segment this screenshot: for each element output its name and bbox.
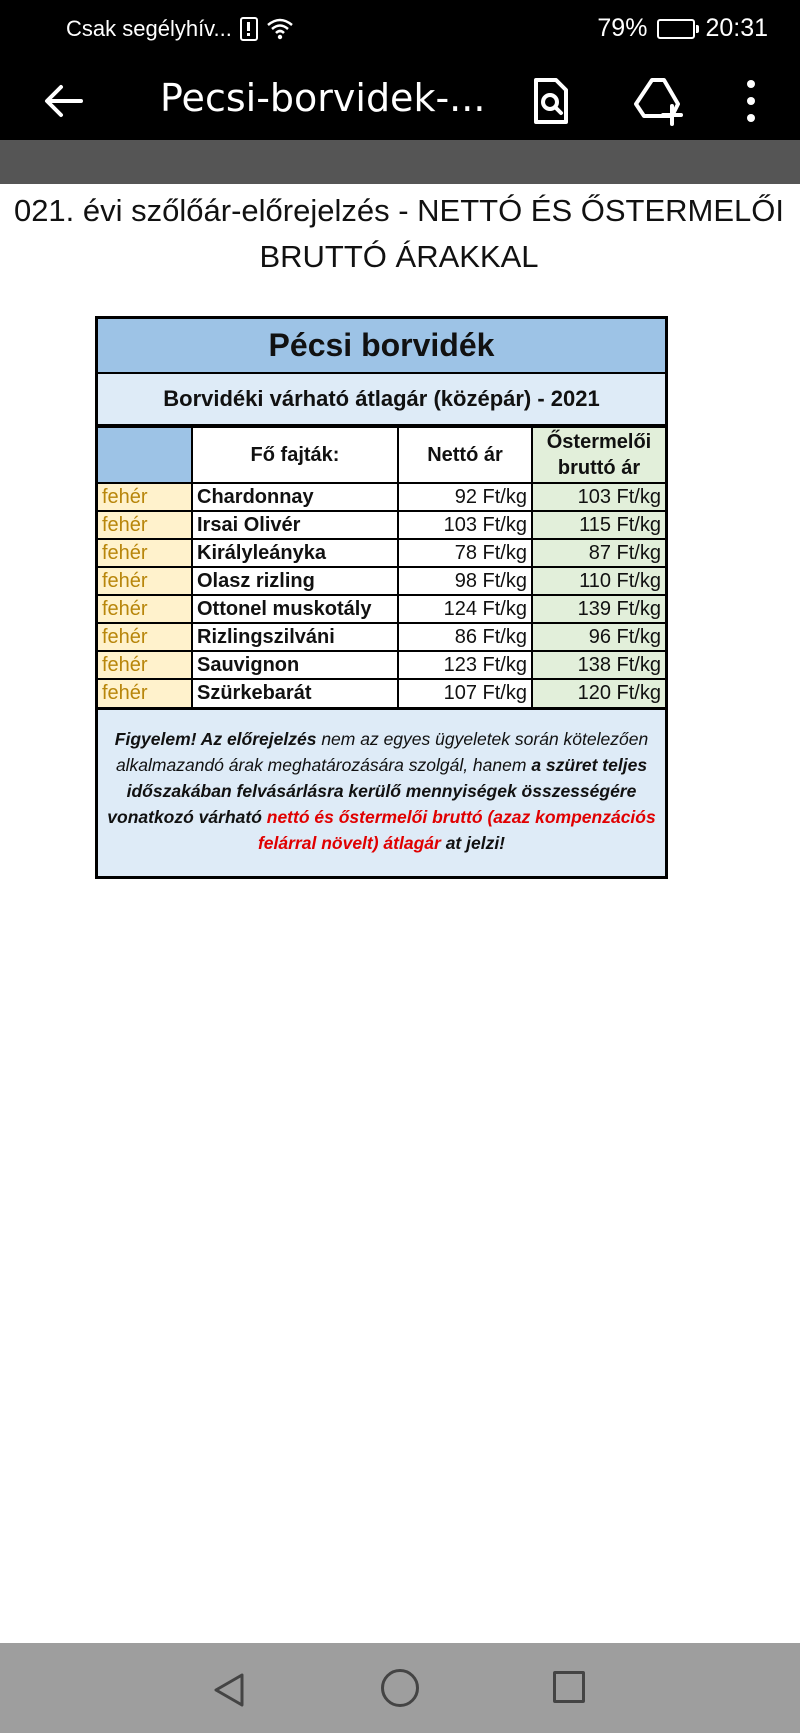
wifi-icon bbox=[266, 17, 294, 41]
carrier-label: Csak segélyhív... bbox=[66, 16, 232, 41]
navigation-bar bbox=[0, 1643, 800, 1733]
row-gross-price: 115 Ft/kg bbox=[532, 511, 665, 539]
header-net-price: Nettó ár bbox=[398, 427, 532, 483]
header-gross-line-1: Őstermelői bbox=[546, 431, 652, 453]
arrow-left-icon bbox=[43, 83, 83, 119]
status-right bbox=[597, 14, 768, 43]
app-bar bbox=[0, 62, 800, 140]
battery-icon bbox=[657, 19, 695, 39]
row-net-price: 92 Ft/kg bbox=[398, 483, 532, 511]
table-body bbox=[98, 483, 665, 707]
header-variety: Fő fajták: bbox=[192, 427, 398, 483]
notice-bold-2: a szüret teljes időszakában felvásárlásra kerülő mennyiségek összességére vonatkozó várható bbox=[107, 755, 648, 827]
price-table-card bbox=[95, 316, 668, 879]
row-type: fehér bbox=[98, 539, 192, 567]
table-row bbox=[98, 595, 665, 623]
table-row bbox=[98, 483, 665, 511]
more-vert-dot bbox=[747, 114, 755, 122]
row-net-price: 86 Ft/kg bbox=[398, 623, 532, 651]
find-in-page-icon bbox=[528, 76, 574, 126]
document-title: Pecsi-borvidek-... bbox=[160, 76, 486, 120]
row-type: fehér bbox=[98, 483, 192, 511]
back-button[interactable] bbox=[40, 78, 86, 124]
row-variety: Ottonel muskotály bbox=[192, 595, 398, 623]
notice-bold-3: at jelzi! bbox=[440, 833, 506, 853]
region-title: Pécsi borvidék bbox=[98, 319, 665, 374]
row-variety: Chardonnay bbox=[192, 483, 398, 511]
nav-home-button[interactable] bbox=[381, 1669, 419, 1707]
row-variety: Olasz rizling bbox=[192, 567, 398, 595]
row-variety: Rizlingszilváni bbox=[192, 623, 398, 651]
more-options-button[interactable] bbox=[736, 76, 766, 126]
header-type-cell bbox=[98, 427, 192, 483]
more-vert-dot bbox=[747, 97, 755, 105]
row-gross-price: 96 Ft/kg bbox=[532, 623, 665, 651]
table-row bbox=[98, 539, 665, 567]
battery-percent: 79% bbox=[597, 14, 648, 42]
table-row bbox=[98, 511, 665, 539]
table-row bbox=[98, 679, 665, 707]
document-header bbox=[0, 188, 800, 280]
row-type: fehér bbox=[98, 623, 192, 651]
row-variety: Szürkebarát bbox=[192, 679, 398, 707]
row-gross-price: 103 Ft/kg bbox=[532, 483, 665, 511]
notice-bold-1: Figyelem! Az előrejelzés bbox=[114, 729, 317, 749]
row-type: fehér bbox=[98, 511, 192, 539]
row-net-price: 124 Ft/kg bbox=[398, 595, 532, 623]
header-gross-line-2: bruttó ár bbox=[557, 457, 641, 479]
header-line-1: 021. évi szőlőár-előrejelzés - NETTÓ ÉS ŐSTERMELŐI bbox=[13, 193, 785, 228]
table-row bbox=[98, 651, 665, 679]
toolbar-strip bbox=[0, 140, 800, 184]
row-gross-price: 87 Ft/kg bbox=[532, 539, 665, 567]
row-variety: Királyleányka bbox=[192, 539, 398, 567]
alert-icon bbox=[240, 17, 258, 41]
nav-recents-button[interactable] bbox=[553, 1671, 585, 1703]
row-type: fehér bbox=[98, 651, 192, 679]
row-gross-price: 138 Ft/kg bbox=[532, 651, 665, 679]
add-to-drive-button[interactable] bbox=[632, 76, 686, 126]
status-bar bbox=[0, 0, 800, 62]
add-to-drive-icon bbox=[632, 76, 686, 126]
row-net-price: 107 Ft/kg bbox=[398, 679, 532, 707]
find-in-page-button[interactable] bbox=[528, 76, 574, 126]
more-vert-icon bbox=[747, 80, 755, 88]
table-row bbox=[98, 623, 665, 651]
row-type: fehér bbox=[98, 595, 192, 623]
notice-red: nettó és őstermelői bruttó (azaz kompenzációs felárral növelt) átlagár bbox=[257, 807, 656, 853]
row-gross-price: 120 Ft/kg bbox=[532, 679, 665, 707]
row-type: fehér bbox=[98, 567, 192, 595]
row-gross-price: 110 Ft/kg bbox=[532, 567, 665, 595]
table-header-row bbox=[98, 427, 665, 483]
nav-back-button[interactable] bbox=[212, 1671, 246, 1709]
header-line-2: BRUTTÓ ÁRAKKAL bbox=[259, 239, 539, 274]
notice-text bbox=[98, 707, 665, 876]
row-variety: Sauvignon bbox=[192, 651, 398, 679]
header-gross-price bbox=[532, 427, 665, 483]
price-table bbox=[98, 426, 665, 707]
row-net-price: 78 Ft/kg bbox=[398, 539, 532, 567]
row-net-price: 123 Ft/kg bbox=[398, 651, 532, 679]
table-row bbox=[98, 567, 665, 595]
row-variety: Irsai Olivér bbox=[192, 511, 398, 539]
row-type: fehér bbox=[98, 679, 192, 707]
status-left bbox=[66, 16, 294, 42]
clock: 20:31 bbox=[705, 14, 768, 42]
table-subtitle: Borvidéki várható átlagár (középár) - 2021 bbox=[98, 374, 665, 426]
row-net-price: 98 Ft/kg bbox=[398, 567, 532, 595]
row-gross-price: 139 Ft/kg bbox=[532, 595, 665, 623]
row-net-price: 103 Ft/kg bbox=[398, 511, 532, 539]
notice-plain-1: nem az egyes ügyeletek során kötelezően alkalmazandó árak meghatározására szolgál, hanem bbox=[115, 729, 649, 775]
